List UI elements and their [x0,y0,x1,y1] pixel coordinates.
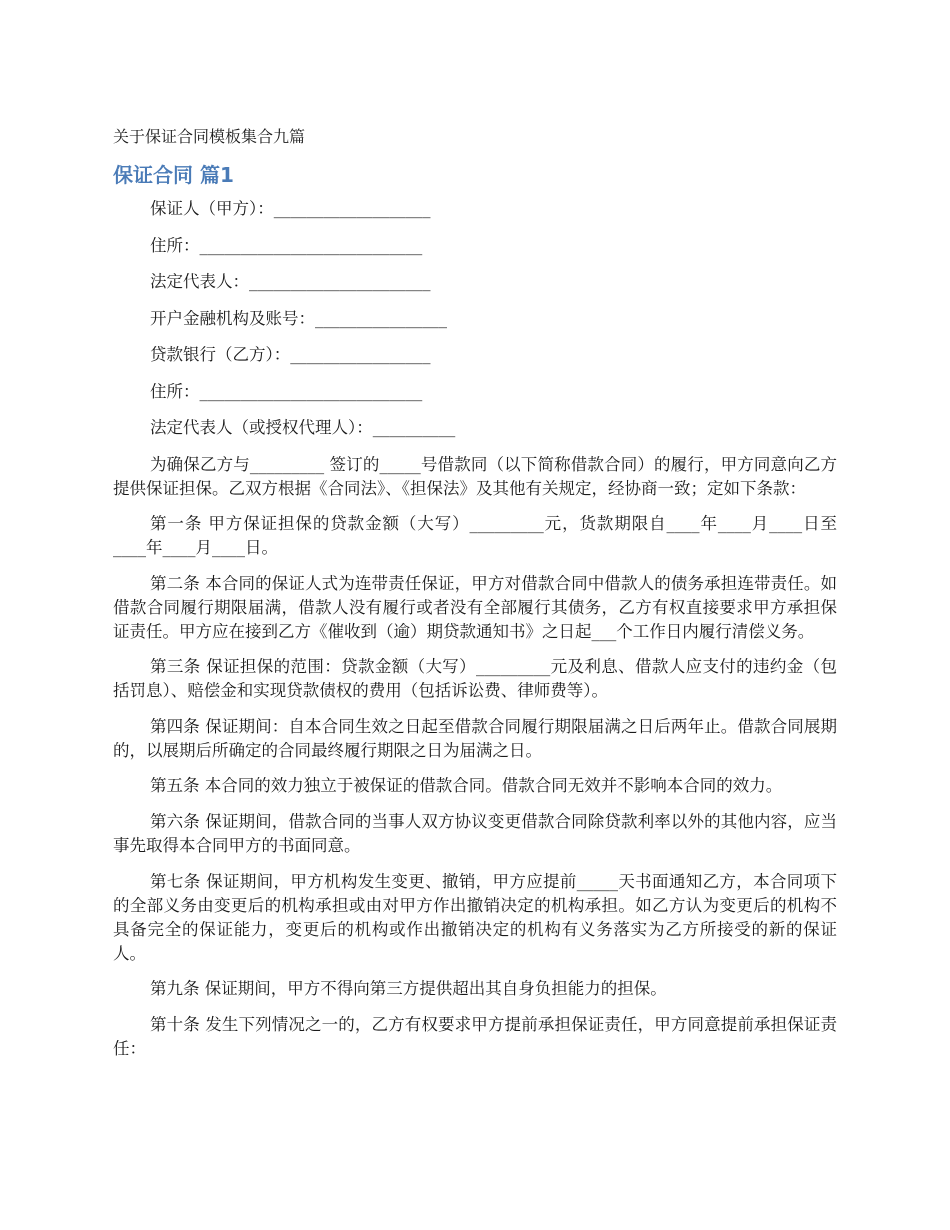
party-fields [113,197,837,440]
paragraph-article-6: 第六条 保证期间，借款合同的当事人双方协议变更借款合同除贷款利率以外的其他内容，应当事先取得本合同甲方的书面同意。 [113,812,837,856]
field-bank-account: 开户金融机构及账号：________________ [150,308,447,328]
field-guarantor-address: 住所：___________________________ [150,235,423,255]
paragraph-article-9: 第九条 保证期间，甲方不得向第三方提供超出其自身负担能力的担保。 [150,979,667,999]
paragraph-article-10: 第十条 发生下列情况之一的，乙方有权要求甲方提前承担保证责任，甲方同意提前承担保证责任： [113,1014,837,1058]
paragraph-article-5: 第五条 本合同的效力独立于被保证的借款合同。借款合同无效并不影响本合同的效力。 [150,776,783,796]
field-lender-address: 住所：___________________________ [150,381,423,401]
paragraph-article-7: 第七条 保证期间，甲方机构发生变更、撤销，甲方应提前_____天书面通知乙方，本合同项下的全部义务由变更后的机构承担或由对甲方作出撤销决定的机构承担。如乙方认为变更后的机构不具备完全的保证能力，变更后的机构或作出撤销决定的机构有义务落实为乙方所接受的新的保证人。 [113,871,837,963]
paragraph-article-3: 第三条 保证担保的范围：贷款金额（大写）_________元及利息、借款人应支付的违约金（包括罚息）、赔偿金和实现贷款债权的费用（包括诉讼费、律师费等）。 [113,657,837,701]
paragraph-article-4: 第四条 保证期间：自本合同生效之日起至借款合同履行期限届满之日后两年止。借款合同展期的，以展期后所确定的合同最终履行期限之日为届满之日。 [113,716,837,760]
section-heading: 保证合同 篇1 [113,163,234,187]
contract-body [113,453,837,1061]
field-legal-representative: 法定代表人：______________________ [150,272,431,291]
paragraph-preamble: 为确保乙方与_________ 签订的_____号借款同（以下简称借款合同）的履行，甲方同意向乙方提供保证担保。乙双方根据《合同法》、《担保法》及其他有关规定，经协商一致；定如下条款： [113,454,837,498]
document-title: 关于保证合同模板集合九篇 [113,127,306,146]
field-authorized-agent: 法定代表人（或授权代理人）：__________ [150,418,456,437]
paragraph-article-2: 第二条 本合同的保证人式为连带责任保证，甲方对借款合同中借款人的债务承担连带责任。如借款合同履行期限届满，借款人没有履行或者没有全部履行其债务，乙方有权直接要求甲方承担保证责任。甲方应在接到乙方《催收到（逾）期贷款通知书》之日起___个工作日内履行清偿义务。 [113,573,837,641]
field-guarantor: 保证人（甲方）：___________________ [150,199,431,218]
field-lending-bank: 贷款银行（乙方）：_________________ [150,345,431,364]
paragraph-article-1: 第一条 甲方保证担保的贷款金额（大写）_________元，货款期限自____年____月____日至____年____月____日。 [113,514,837,558]
